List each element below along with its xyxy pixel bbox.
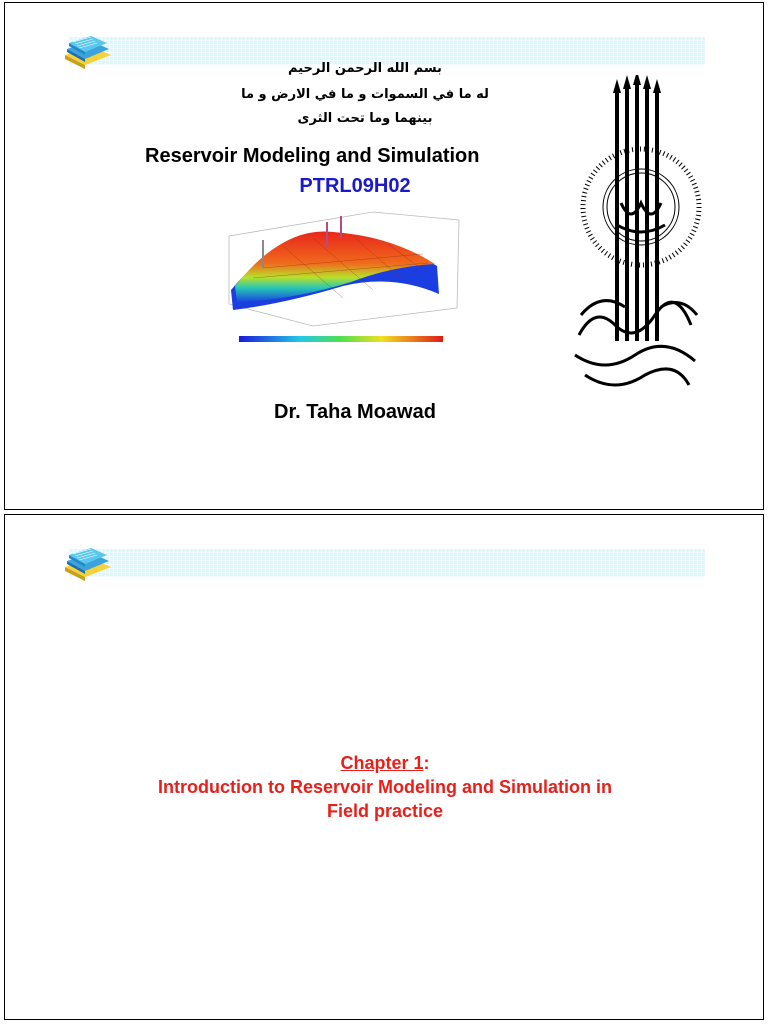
header-banner	[69, 549, 705, 577]
chapter-title-line-2: Field practice	[326, 801, 444, 821]
stacked-layers-icon	[61, 33, 115, 73]
chapter-title-line-1: Introduction to Reservoir Modeling and Simulation in	[157, 777, 612, 797]
chapter-slide	[4, 514, 764, 1020]
arabic-line-3: بينهما وما تحت الثرى	[297, 111, 433, 126]
slide-title: Reservoir Modeling and Simulation	[145, 145, 480, 167]
arabic-line-2: له ما في السموات و ما في الارض و ما	[241, 87, 489, 102]
course-code: PTRL09H02	[299, 175, 411, 197]
chapter-label: Chapter 1	[340, 753, 424, 773]
stacked-layers-icon	[61, 545, 115, 585]
author-name: Dr. Taha Moawad	[274, 401, 436, 423]
chapter-heading	[65, 751, 705, 775]
arabic-calligraphy-emblem	[565, 75, 705, 405]
reservoir-dome-model-image	[223, 208, 463, 348]
chapter-colon: :	[423, 753, 430, 773]
title-slide	[4, 2, 764, 510]
arabic-line-1: بسم الله الرحمن الرحيم	[288, 61, 442, 76]
